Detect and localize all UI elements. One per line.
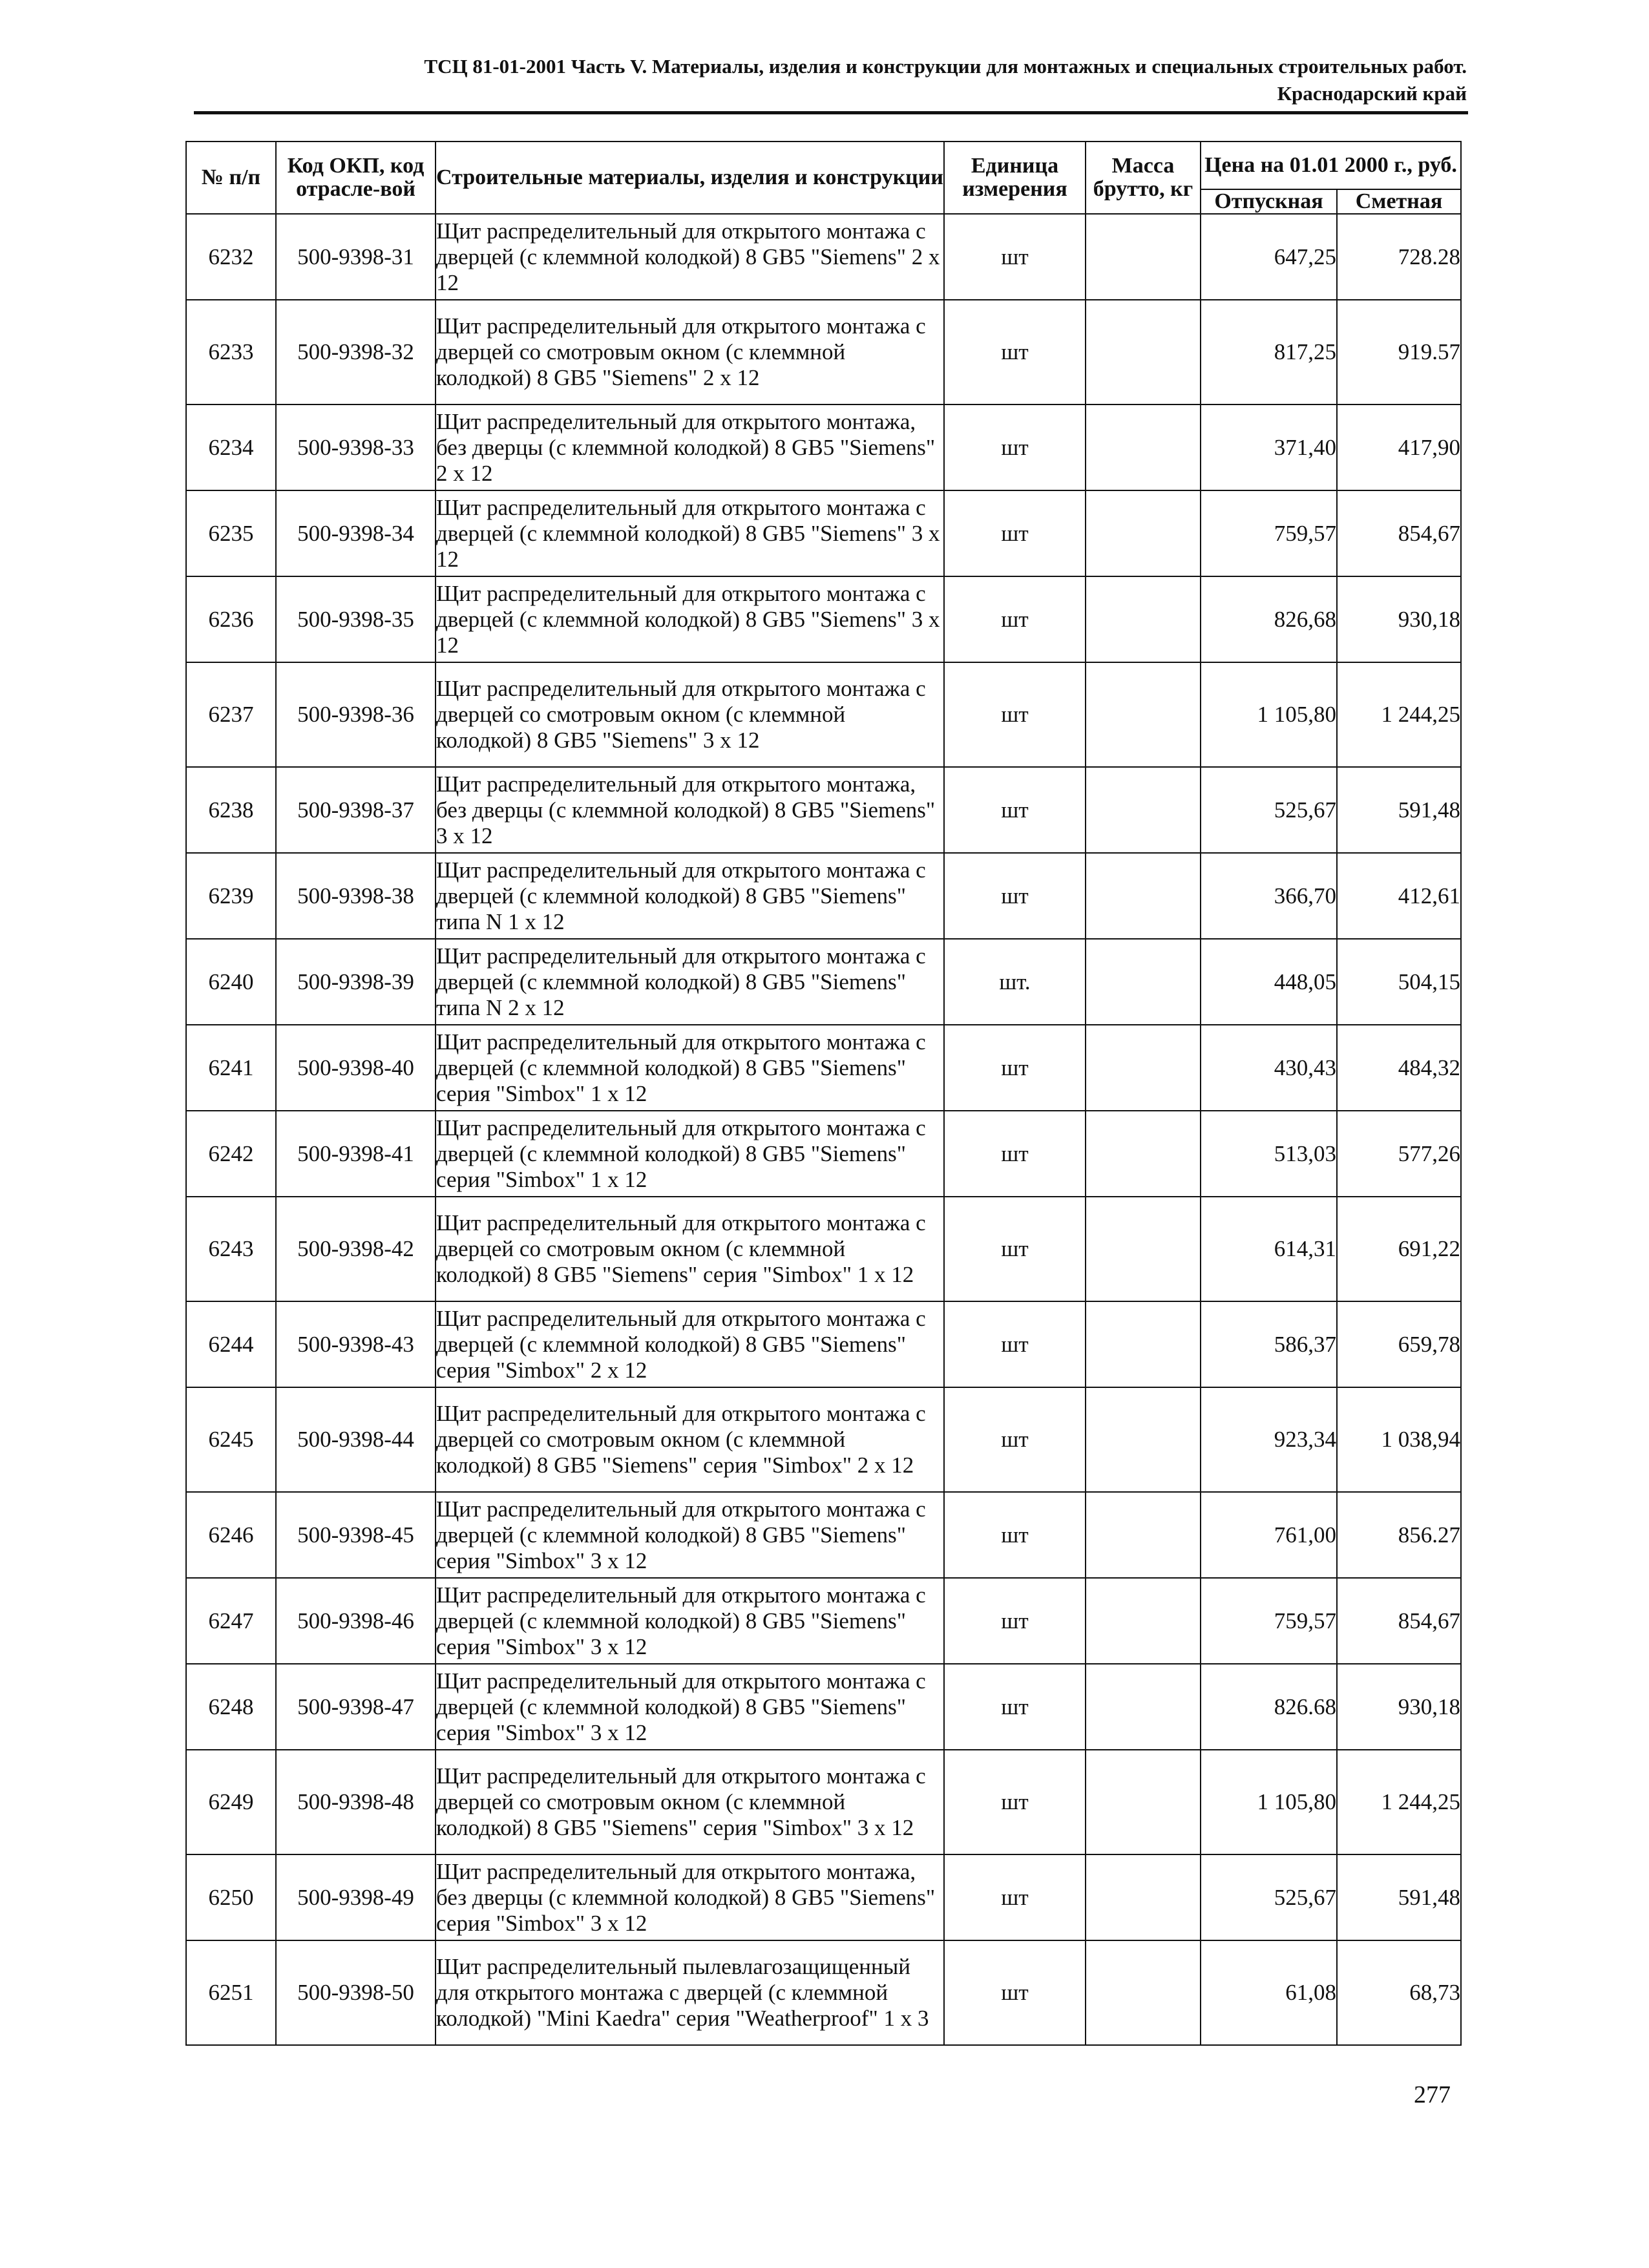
header-region: Краснодарский край (1277, 82, 1467, 105)
table-row (186, 214, 1461, 300)
row-mass (1086, 1750, 1201, 1854)
row-code: 500-9398-46 (276, 1578, 436, 1664)
row-mass (1086, 1387, 1201, 1492)
row-price-release: 826,68 (1201, 576, 1337, 662)
page-header (194, 53, 1467, 107)
row-price-estimate: 504,15 (1337, 939, 1461, 1025)
row-mass (1086, 939, 1201, 1025)
row-price-release: 759,57 (1201, 490, 1337, 576)
row-num: 6234 (186, 404, 276, 490)
table-row (186, 1197, 1461, 1301)
row-unit: шт (944, 1940, 1086, 2045)
row-material: Щит распределительный для открытого монтажа с дверцей (с клеммной колодкой) 8 GB5 "Siemens" 2 x 12 (436, 214, 944, 300)
table-row (186, 1664, 1461, 1750)
row-unit: шт (944, 767, 1086, 853)
row-code: 500-9398-33 (276, 404, 436, 490)
header-num: № п/п (186, 142, 276, 214)
row-material: Щит распределительный для открытого монтажа с дверцей (с клеммной колодкой) 8 GB5 "Siemens" серия "Simbox" 1 x 12 (436, 1111, 944, 1197)
row-code: 500-9398-32 (276, 300, 436, 404)
page-number: 277 (1414, 2081, 1451, 2108)
row-material: Щит распределительный для открытого монтажа с дверцей со смотровым окном (с клеммной колодкой) 8 GB5 "Siemens" серия "Simbox" 1 x 12 (436, 1197, 944, 1301)
row-mass (1086, 404, 1201, 490)
row-price-release: 513,03 (1201, 1111, 1337, 1197)
row-price-estimate: 854,67 (1337, 490, 1461, 576)
row-mass (1086, 1854, 1201, 1940)
table-header (186, 142, 1461, 214)
row-material: Щит распределительный для открытого монтажа с дверцей (с клеммной колодкой) 8 GB5 "Siemens" серия "Simbox" 3 x 12 (436, 1578, 944, 1664)
table-row (186, 576, 1461, 662)
row-material: Щит распределительный для открытого монтажа, без дверцы (с клеммной колодкой) 8 GB5 "Siemens" 2 x 12 (436, 404, 944, 490)
row-price-estimate: 930,18 (1337, 1664, 1461, 1750)
row-code: 500-9398-40 (276, 1025, 436, 1111)
row-material: Щит распределительный для открытого монтажа с дверцей (с клеммной колодкой) 8 GB5 "Siemens" серия "Simbox" 2 x 12 (436, 1301, 944, 1387)
header-price: Цена на 01.01 2000 г., руб. (1201, 142, 1461, 189)
row-code: 500-9398-34 (276, 490, 436, 576)
row-price-estimate: 412,61 (1337, 853, 1461, 939)
row-code: 500-9398-44 (276, 1387, 436, 1492)
row-code: 500-9398-41 (276, 1111, 436, 1197)
row-price-estimate: 577,26 (1337, 1111, 1461, 1197)
row-material: Щит распределительный для открытого монтажа с дверцей со смотровым окном (с клеммной колодкой) 8 GB5 "Siemens" 3 x 12 (436, 662, 944, 767)
row-price-estimate: 919.57 (1337, 300, 1461, 404)
row-code: 500-9398-47 (276, 1664, 436, 1750)
row-price-release: 430,43 (1201, 1025, 1337, 1111)
row-price-estimate: 854,67 (1337, 1578, 1461, 1664)
row-code: 500-9398-38 (276, 853, 436, 939)
row-price-estimate: 68,73 (1337, 1940, 1461, 2045)
table-body (186, 214, 1461, 2045)
row-unit: шт (944, 853, 1086, 939)
row-material: Щит распределительный пылевлагозащищенный для открытого монтажа с дверцей (с клеммной колодкой) "Mini Kaedra" серия "Weatherproof" 1 x 3 (436, 1940, 944, 2045)
row-mass (1086, 1301, 1201, 1387)
row-mass (1086, 767, 1201, 853)
header-material: Строительные материалы, изделия и конструкции (436, 142, 944, 214)
row-num: 6232 (186, 214, 276, 300)
table-row (186, 1750, 1461, 1854)
row-num: 6250 (186, 1854, 276, 1940)
table-row (186, 1492, 1461, 1578)
header-unit: Единица измерения (944, 142, 1086, 214)
table-row (186, 1025, 1461, 1111)
row-num: 6239 (186, 853, 276, 939)
row-price-release: 586,37 (1201, 1301, 1337, 1387)
row-mass (1086, 1940, 1201, 2045)
row-unit: шт. (944, 939, 1086, 1025)
row-price-release: 366,70 (1201, 853, 1337, 939)
row-material: Щит распределительный для открытого монтажа с дверцей (с клеммной колодкой) 8 GB5 "Siemens" 3 x 12 (436, 490, 944, 576)
header-divider (194, 111, 1468, 114)
table-row (186, 404, 1461, 490)
row-num: 6241 (186, 1025, 276, 1111)
table-row (186, 300, 1461, 404)
row-num: 6246 (186, 1492, 276, 1578)
row-unit: шт (944, 214, 1086, 300)
row-price-release: 647,25 (1201, 214, 1337, 300)
row-num: 6247 (186, 1578, 276, 1664)
row-mass (1086, 1492, 1201, 1578)
row-unit: шт (944, 404, 1086, 490)
row-material: Щит распределительный для открытого монтажа с дверцей (с клеммной колодкой) 8 GB5 "Siemens" серия "Simbox" 3 x 12 (436, 1492, 944, 1578)
row-material: Щит распределительный для открытого монтажа с дверцей (с клеммной колодкой) 8 GB5 "Siemens" серия "Simbox" 3 x 12 (436, 1664, 944, 1750)
row-mass (1086, 1111, 1201, 1197)
table-row (186, 1854, 1461, 1940)
row-price-estimate: 591,48 (1337, 767, 1461, 853)
row-unit: шт (944, 490, 1086, 576)
row-price-estimate: 930,18 (1337, 576, 1461, 662)
row-price-estimate: 417,90 (1337, 404, 1461, 490)
row-unit: шт (944, 1025, 1086, 1111)
row-material: Щит распределительный для открытого монтажа, без дверцы (с клеммной колодкой) 8 GB5 "Siemens" серия "Simbox" 3 x 12 (436, 1854, 944, 1940)
row-code: 500-9398-35 (276, 576, 436, 662)
row-num: 6238 (186, 767, 276, 853)
header-mass: Масса брутто, кг (1086, 142, 1201, 214)
row-unit: шт (944, 1664, 1086, 1750)
row-num: 6251 (186, 1940, 276, 2045)
row-code: 500-9398-42 (276, 1197, 436, 1301)
table-row (186, 853, 1461, 939)
row-price-release: 371,40 (1201, 404, 1337, 490)
header-price-release: Отпускная (1201, 189, 1337, 214)
row-num: 6249 (186, 1750, 276, 1854)
row-mass (1086, 662, 1201, 767)
row-num: 6233 (186, 300, 276, 404)
row-price-release: 761,00 (1201, 1492, 1337, 1578)
row-mass (1086, 490, 1201, 576)
row-code: 500-9398-49 (276, 1854, 436, 1940)
row-code: 500-9398-31 (276, 214, 436, 300)
row-code: 500-9398-39 (276, 939, 436, 1025)
row-price-estimate: 1 244,25 (1337, 662, 1461, 767)
row-unit: шт (944, 1197, 1086, 1301)
row-code: 500-9398-37 (276, 767, 436, 853)
row-price-release: 525,67 (1201, 1854, 1337, 1940)
row-price-estimate: 856.27 (1337, 1492, 1461, 1578)
materials-price-table (185, 141, 1462, 2046)
row-price-estimate: 591,48 (1337, 1854, 1461, 1940)
row-price-estimate: 728.28 (1337, 214, 1461, 300)
row-unit: шт (944, 1301, 1086, 1387)
header-title: ТСЦ 81-01-2001 Часть V. Материалы, изделия и конструкции для монтажных и специальных строительных работ. (424, 55, 1467, 78)
row-unit: шт (944, 1492, 1086, 1578)
table-row (186, 1578, 1461, 1664)
row-unit: шт (944, 1854, 1086, 1940)
table-row (186, 662, 1461, 767)
row-material: Щит распределительный для открытого монтажа с дверцей (с клеммной колодкой) 8 GB5 "Siemens" серия "Simbox" 1 x 12 (436, 1025, 944, 1111)
table-row (186, 767, 1461, 853)
row-price-estimate: 1 244,25 (1337, 1750, 1461, 1854)
table-row (186, 1940, 1461, 2045)
row-unit: шт (944, 662, 1086, 767)
row-price-release: 1 105,80 (1201, 662, 1337, 767)
row-mass (1086, 1664, 1201, 1750)
header-price-estimate: Сметная (1337, 189, 1461, 214)
row-mass (1086, 300, 1201, 404)
row-material: Щит распределительный для открытого монтажа с дверцей со смотровым окном (с клеммной колодкой) 8 GB5 "Siemens" серия "Simbox" 3 x 12 (436, 1750, 944, 1854)
row-num: 6244 (186, 1301, 276, 1387)
row-price-estimate: 484,32 (1337, 1025, 1461, 1111)
row-material: Щит распределительный для открытого монтажа с дверцей со смотровым окном (с клеммной колодкой) 8 GB5 "Siemens" 2 x 12 (436, 300, 944, 404)
header-code: Код ОКП, код отрасле-вой (276, 142, 436, 214)
row-mass (1086, 1197, 1201, 1301)
row-price-estimate: 1 038,94 (1337, 1387, 1461, 1492)
table-row (186, 490, 1461, 576)
row-unit: шт (944, 576, 1086, 662)
row-num: 6243 (186, 1197, 276, 1301)
row-unit: шт (944, 1750, 1086, 1854)
row-material: Щит распределительный для открытого монтажа с дверцей (с клеммной колодкой) 8 GB5 "Siemens" типа N 1 x 12 (436, 853, 944, 939)
row-num: 6235 (186, 490, 276, 576)
row-code: 500-9398-36 (276, 662, 436, 767)
row-unit: шт (944, 1578, 1086, 1664)
row-price-release: 525,67 (1201, 767, 1337, 853)
row-price-release: 817,25 (1201, 300, 1337, 404)
row-price-release: 826.68 (1201, 1664, 1337, 1750)
row-price-release: 61,08 (1201, 1940, 1337, 2045)
row-num: 6242 (186, 1111, 276, 1197)
row-price-release: 1 105,80 (1201, 1750, 1337, 1854)
row-price-release: 448,05 (1201, 939, 1337, 1025)
table-row (186, 939, 1461, 1025)
row-num: 6237 (186, 662, 276, 767)
row-unit: шт (944, 1387, 1086, 1492)
row-mass (1086, 576, 1201, 662)
row-price-release: 923,34 (1201, 1387, 1337, 1492)
table-row (186, 1301, 1461, 1387)
row-mass (1086, 853, 1201, 939)
table-row (186, 1111, 1461, 1197)
row-price-estimate: 659,78 (1337, 1301, 1461, 1387)
row-code: 500-9398-48 (276, 1750, 436, 1854)
row-num: 6245 (186, 1387, 276, 1492)
row-code: 500-9398-45 (276, 1492, 436, 1578)
row-num: 6248 (186, 1664, 276, 1750)
row-material: Щит распределительный для открытого монтажа, без дверцы (с клеммной колодкой) 8 GB5 "Siemens" 3 x 12 (436, 767, 944, 853)
row-mass (1086, 214, 1201, 300)
row-price-release: 759,57 (1201, 1578, 1337, 1664)
row-num: 6236 (186, 576, 276, 662)
row-unit: шт (944, 300, 1086, 404)
row-mass (1086, 1578, 1201, 1664)
row-material: Щит распределительный для открытого монтажа с дверцей (с клеммной колодкой) 8 GB5 "Siemens" 3 x 12 (436, 576, 944, 662)
table-row (186, 1387, 1461, 1492)
row-mass (1086, 1025, 1201, 1111)
row-code: 500-9398-50 (276, 1940, 436, 2045)
row-price-estimate: 691,22 (1337, 1197, 1461, 1301)
row-unit: шт (944, 1111, 1086, 1197)
row-price-release: 614,31 (1201, 1197, 1337, 1301)
row-num: 6240 (186, 939, 276, 1025)
row-code: 500-9398-43 (276, 1301, 436, 1387)
row-material: Щит распределительный для открытого монтажа с дверцей (с клеммной колодкой) 8 GB5 "Siemens" типа N 2 x 12 (436, 939, 944, 1025)
row-material: Щит распределительный для открытого монтажа с дверцей со смотровым окном (с клеммной колодкой) 8 GB5 "Siemens" серия "Simbox" 2 x 12 (436, 1387, 944, 1492)
